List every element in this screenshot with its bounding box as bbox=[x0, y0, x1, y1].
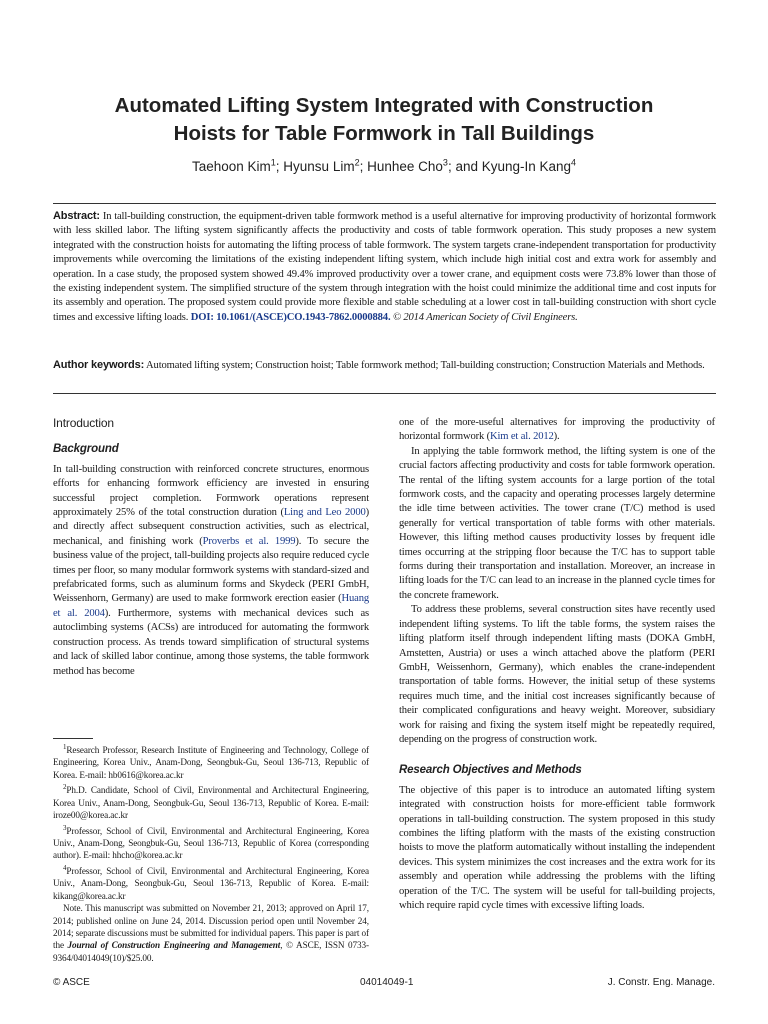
citation-huang[interactable]: Huang et al. 2004 bbox=[53, 593, 369, 619]
footer-publisher: © ASCE bbox=[53, 977, 90, 988]
intro-heading: Introduction bbox=[53, 416, 114, 430]
right-paragraph-2: To address these problems, several construction sites have recently used independent lifting systems. To lift the table forms, the system raises the lifting platform itself through independent lifting masts (DOKA GmbH, Amstetten, Austria) or uses a winch attached above the platform (PERI GmbH, Weissenhorn, Germany), which enables the crane-independent transportation of table forms. However, the initial setup of these systems requires much time, and the initial cost increases significantly because of their complicated configurations and heavy weight. Moreover, subsidiary work for raising and fixing the system itself might be repeatedly required, depending on the progress of construction work. bbox=[399, 604, 715, 745]
manuscript-note: Note. This manuscript was submitted on November 21, 2013; approved on April 17, 2014; published online on June 24, 2014. Discussion period open until November 24, 2014; separate discussions must be submitted for individual papers. This paper is part of the Journal of Construction Engineering and Management, © ASCE, ISSN 0733-9364/04014049(10)/$25.00. bbox=[53, 903, 369, 963]
journal-name: Journal of Construction Engineering and Management bbox=[67, 940, 281, 951]
abstract-top-rule bbox=[53, 203, 716, 204]
author-1: Taehoon Kim$^1$; bbox=[191, 157, 284, 174]
citation-kim[interactable]: Kim et al. 2012 bbox=[490, 431, 554, 443]
citation-ling-leo[interactable]: Ling and Leo 2000 bbox=[283, 507, 366, 519]
abstract-label: Abstract: bbox=[53, 210, 100, 222]
footer-journal: J. Constr. Eng. Manage. bbox=[607, 977, 715, 988]
doi-link[interactable]: DOI: 10.1061/(ASCE)CO.1943-7862.0000884. bbox=[190, 311, 391, 323]
author-3: Hunhee Cho$^3$; and bbox=[367, 157, 482, 174]
right-column bbox=[399, 416, 715, 913]
keywords-label: Author keywords: bbox=[53, 359, 145, 371]
author-list bbox=[40, 157, 728, 174]
author-4: Kyung-In Kang$^4$ bbox=[481, 157, 577, 174]
title-line-1: Automated Lifting System Integrated with Construction bbox=[114, 94, 654, 117]
research-objectives-heading: Research Objectives and Methods bbox=[399, 764, 582, 777]
footnote-2: $^2$Ph.D. Candidate, School of Civil, Environmental and Architectural Engineering, Korea Univ., Anam-Dong, Seongbuk-Gu, Seoul 136-713, Republic of Korea. E-mail: iroze00@korea.ac.kr bbox=[53, 783, 369, 821]
right-paragraph-0: one of the more-useful alternatives for improving the productivity of horizontal formwork (Kim et al. 2012). bbox=[399, 417, 715, 443]
footnote-rule bbox=[53, 738, 93, 739]
author-2: Hyunsu Lim$^2$; bbox=[283, 157, 368, 174]
footnote-4: $^4$Professor, School of Civil, Environmental and Architectural Engineering, Korea Univ., Anam-Dong, Seongbuk-Gu, Seoul 136-713, Republic of Korea. E-mail: kikang@korea.ac.kr bbox=[53, 863, 369, 901]
footnote-3: $^3$Professor, School of Civil, Environmental and Architectural Engineering, Korea Univ., Anam-Dong, Seongbuk-Gu, Seoul 136-713, Republic of Korea (corresponding author). E-mail: hhcho@korea.ac.kr bbox=[53, 823, 369, 861]
background-heading: Background bbox=[53, 443, 119, 456]
footer-page-id: 04014049-1 bbox=[360, 977, 414, 988]
keywords-text: Automated lifting system; Construction hoist; Table formwork method; Tall-building construction; Construction Materials and Methods. bbox=[146, 360, 705, 371]
citation-proverbs[interactable]: Proverbs et al. 1999 bbox=[202, 535, 296, 547]
paper-title bbox=[40, 92, 728, 148]
copyright: © 2014 American Society of Civil Engineers. bbox=[392, 311, 578, 323]
title-line-2: Hoists for Table Formwork in Tall Buildings bbox=[173, 122, 595, 145]
author-keywords bbox=[53, 358, 716, 373]
background-paragraph: In tall-building construction with reinforced concrete structures, enormous efforts for enhancing formwork efficiency are invested in ensuring successful project completion. Formwork operations represent approximately 25% of the total construction duration (Ling and Leo 2000) and directly affect subsequent construction activities, such as electrical, mechanical, and finishing work (Proverbs et al. 1999). To secure the business value of the project, tall-building projects also require reduced cycle times per floor, so many modular formwork systems with standard-sized and prefabricated forms, such as aluminum forms and Skydeck (PERI GmbH, Weissenhorn, Germany) are used to make formwork erection easier (Huang et al. 2004). Furthermore, systems with mechanical devices such as autoclimbing systems (ACSs) are introduced for automating the formwork construction process. As trends toward simplification of structural systems and lack of skilled labor continue, among those systems, the table formwork method has become bbox=[53, 463, 369, 677]
footnote-1: $^1$Research Professor, Research Institute of Engineering and Technology, College of Engineering, Korea Univ., Anam-Dong, Seongbuk-Gu, Seoul 136-713, Republic of Korea. E-mail: hb0616@korea.ac.kr bbox=[53, 743, 369, 780]
left-column bbox=[53, 416, 369, 679]
keywords-bottom-rule bbox=[53, 393, 716, 394]
right-paragraph-3: The objective of this paper is to introduce an automated lifting system integrated with construction hoists for more-efficient table formwork operations in tall-building construction. The system proposed in this study combines the lifting platform with the masts of the existing construction hoists to move the platform automatically without installing the independent devices. This system minimizes the cost increases and the extra work for its assembly and operation while addressing the problems with the lifting operation of the T/C. The system will be useful for tall-building projects, which require rapid cycle times with excessive lifting loads. bbox=[399, 784, 715, 911]
right-paragraph-1: In applying the table formwork method, the lifting system is one of the crucial factors affecting productivity and costs for table formwork operation. The rental of the lifting system accounts for a large portion of the total formwork costs, and the capacity and operating processes largely determine the idle time between activities. The tower crane (T/C) method is used generally for vertical transportation of table forms with other materials. However, this lifting method causes productivity losses by frequent idle times occurring at the stripping floor because the T/C has to support table forms during their transportation and installation. Moreover, an increase in lifting loads for the T/C can lead to an increase in the planned cycle times for the concrete framework. bbox=[399, 445, 715, 601]
footnotes bbox=[53, 741, 369, 964]
abstract bbox=[53, 209, 716, 325]
abstract-text: In tall-building construction, the equipment-driven table formwork method is a useful alternative for improving productivity of horizontal formwork with less skilled labor. The lifting system significantly affects the productivity and costs of table formwork operation. This study proposes a new system integrated with the construction hoists for automating the lifting process of table formwork. The system targets crane-independent transportation for productivity improvements while overcoming the limitations of the existing independent lifting system, which include high initial cost and extra work for assembly and operation. In a case study, the proposed system showed 49.4% improved productivity over a tower crane, and equipment costs were 73.8% lower than those of the existing independent system. The simplified structure of the system through integration with the hoist could minimize the additional time and cost inputs for its assembly and operation. The proposed system could provide more flexible and stable scheduling at a lower cost in tall-building construction with short cycle times and excessive lifting loads. bbox=[53, 211, 716, 323]
